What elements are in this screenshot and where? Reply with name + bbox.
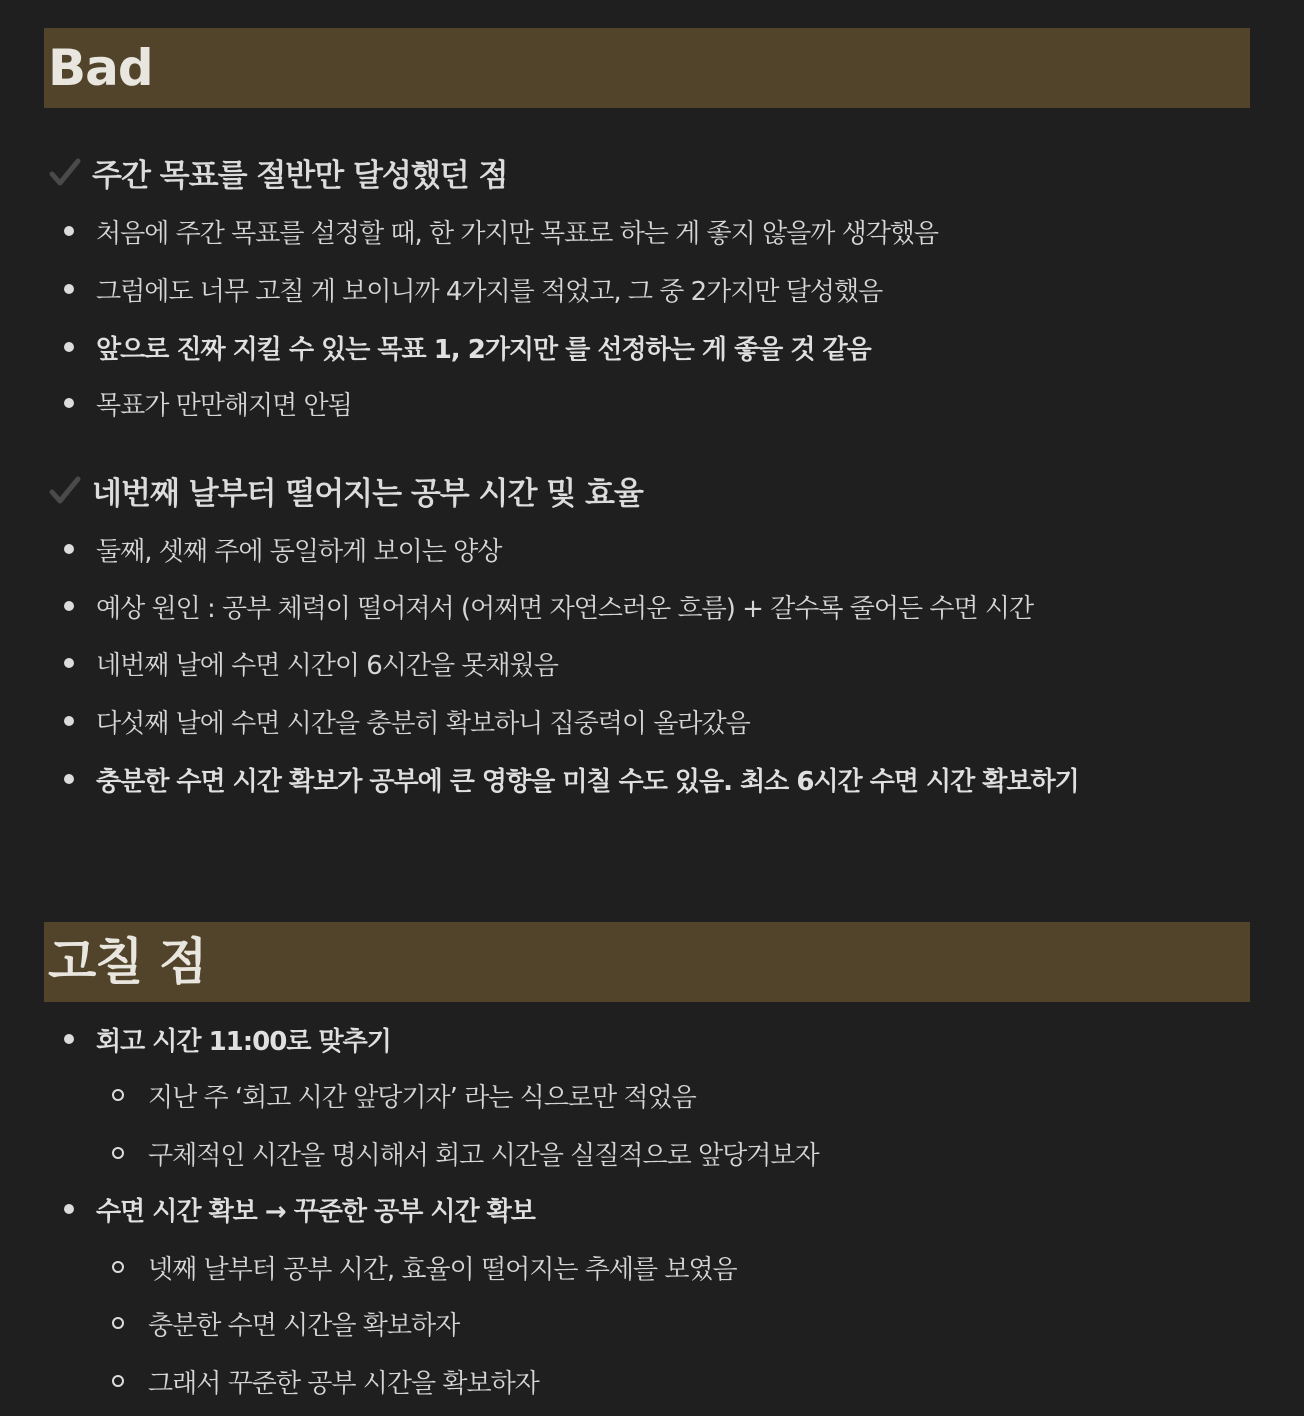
- list-item: [64, 759, 1079, 799]
- list-item-text: 회고 시간 11:00로 맞추기: [96, 1026, 391, 1057]
- hollow-bullet-icon: [112, 1147, 124, 1159]
- check-mark-icon: [48, 473, 82, 507]
- heading-bad-text: Bad: [48, 39, 153, 97]
- subsection-title: 주간 목표를 절반만 달성했던 점: [92, 157, 508, 194]
- list-item-text: 예상 원인 : 공부 체력이 떨어져서 (어쩌면 자연스러운 흐름) + 갈수록 줄어든 수면 시간: [96, 593, 1034, 624]
- list-item-text: 다섯째 날에 수면 시간을 충분히 확보하니 집중력이 올라갔음: [96, 708, 750, 739]
- heading-fix-points: [44, 922, 1250, 1002]
- subsection-heading-weekly-goal: [48, 150, 507, 194]
- subsection-heading-study-efficiency: [48, 468, 643, 512]
- list-item: [64, 383, 352, 423]
- list-item-text: 앞으로 진짜 지킬 수 있는 목표 1, 2가지만 를 선정하는 게 좋을 것 같음: [96, 334, 871, 365]
- sub-list-item-text: 구체적인 시간을 명시해서 회고 시간을 실질적으로 앞당겨보자: [148, 1140, 819, 1171]
- sub-list-item: [112, 1303, 459, 1343]
- bullet-icon: [64, 1204, 74, 1214]
- sub-list-item-text: 지난 주 ‘회고 시간 앞당기자’ 라는 식으로만 적었음: [148, 1082, 696, 1113]
- list-item: [64, 211, 938, 251]
- list-item: [64, 1189, 535, 1229]
- check-mark-icon: [48, 155, 82, 189]
- bullet-icon: [64, 716, 74, 726]
- list-item: [64, 327, 871, 367]
- heading-fix-points-text: 고칠 점: [48, 933, 207, 991]
- sub-list-item: [112, 1075, 696, 1115]
- bullet-icon: [64, 226, 74, 236]
- list-item: [64, 529, 501, 569]
- hollow-bullet-icon: [112, 1261, 124, 1273]
- list-item: [64, 643, 558, 683]
- list-item: [64, 269, 882, 309]
- heading-bad: [44, 28, 1250, 108]
- list-item-text: 그럼에도 너무 고칠 게 보이니까 4가지를 적었고, 그 중 2가지만 달성했음: [96, 276, 883, 307]
- hollow-bullet-icon: [112, 1089, 124, 1101]
- subsection-title: 네번째 날부터 떨어지는 공부 시간 및 효율: [92, 475, 643, 512]
- bullet-icon: [64, 342, 74, 352]
- hollow-bullet-icon: [112, 1375, 124, 1387]
- bullet-icon: [64, 601, 74, 611]
- list-item-text: 처음에 주간 목표를 설정할 때, 한 가지만 목표로 하는 게 좋지 않을까 생각했음: [96, 218, 939, 249]
- list-item: [64, 586, 1033, 626]
- sub-list-item: [112, 1133, 819, 1173]
- list-item-text: 수면 시간 확보 → 꾸준한 공부 시간 확보: [96, 1196, 535, 1227]
- sub-list-item-text: 그래서 꾸준한 공부 시간을 확보하자: [148, 1368, 539, 1399]
- list-item: [64, 1019, 391, 1059]
- hollow-bullet-icon: [112, 1317, 124, 1329]
- bullet-icon: [64, 774, 74, 784]
- list-item-text: 둘째, 셋째 주에 동일하게 보이는 양상: [96, 536, 502, 567]
- bullet-icon: [64, 658, 74, 668]
- bullet-icon: [64, 398, 74, 408]
- list-item-text: 충분한 수면 시간 확보가 공부에 큰 영향을 미칠 수도 있음. 최소 6시간 수면 시간 확보하기: [96, 766, 1079, 797]
- list-item-text: 네번째 날에 수면 시간이 6시간을 못채웠음: [96, 650, 558, 681]
- bullet-icon: [64, 1034, 74, 1044]
- sub-list-item-text: 충분한 수면 시간을 확보하자: [148, 1310, 460, 1341]
- sub-list-item-text: 넷째 날부터 공부 시간, 효율이 떨어지는 추세를 보였음: [148, 1254, 737, 1285]
- bullet-icon: [64, 544, 74, 554]
- sub-list-item: [112, 1247, 737, 1287]
- bullet-icon: [64, 284, 74, 294]
- list-item-text: 목표가 만만해지면 안됨: [96, 390, 352, 421]
- list-item: [64, 701, 750, 741]
- sub-list-item: [112, 1361, 539, 1401]
